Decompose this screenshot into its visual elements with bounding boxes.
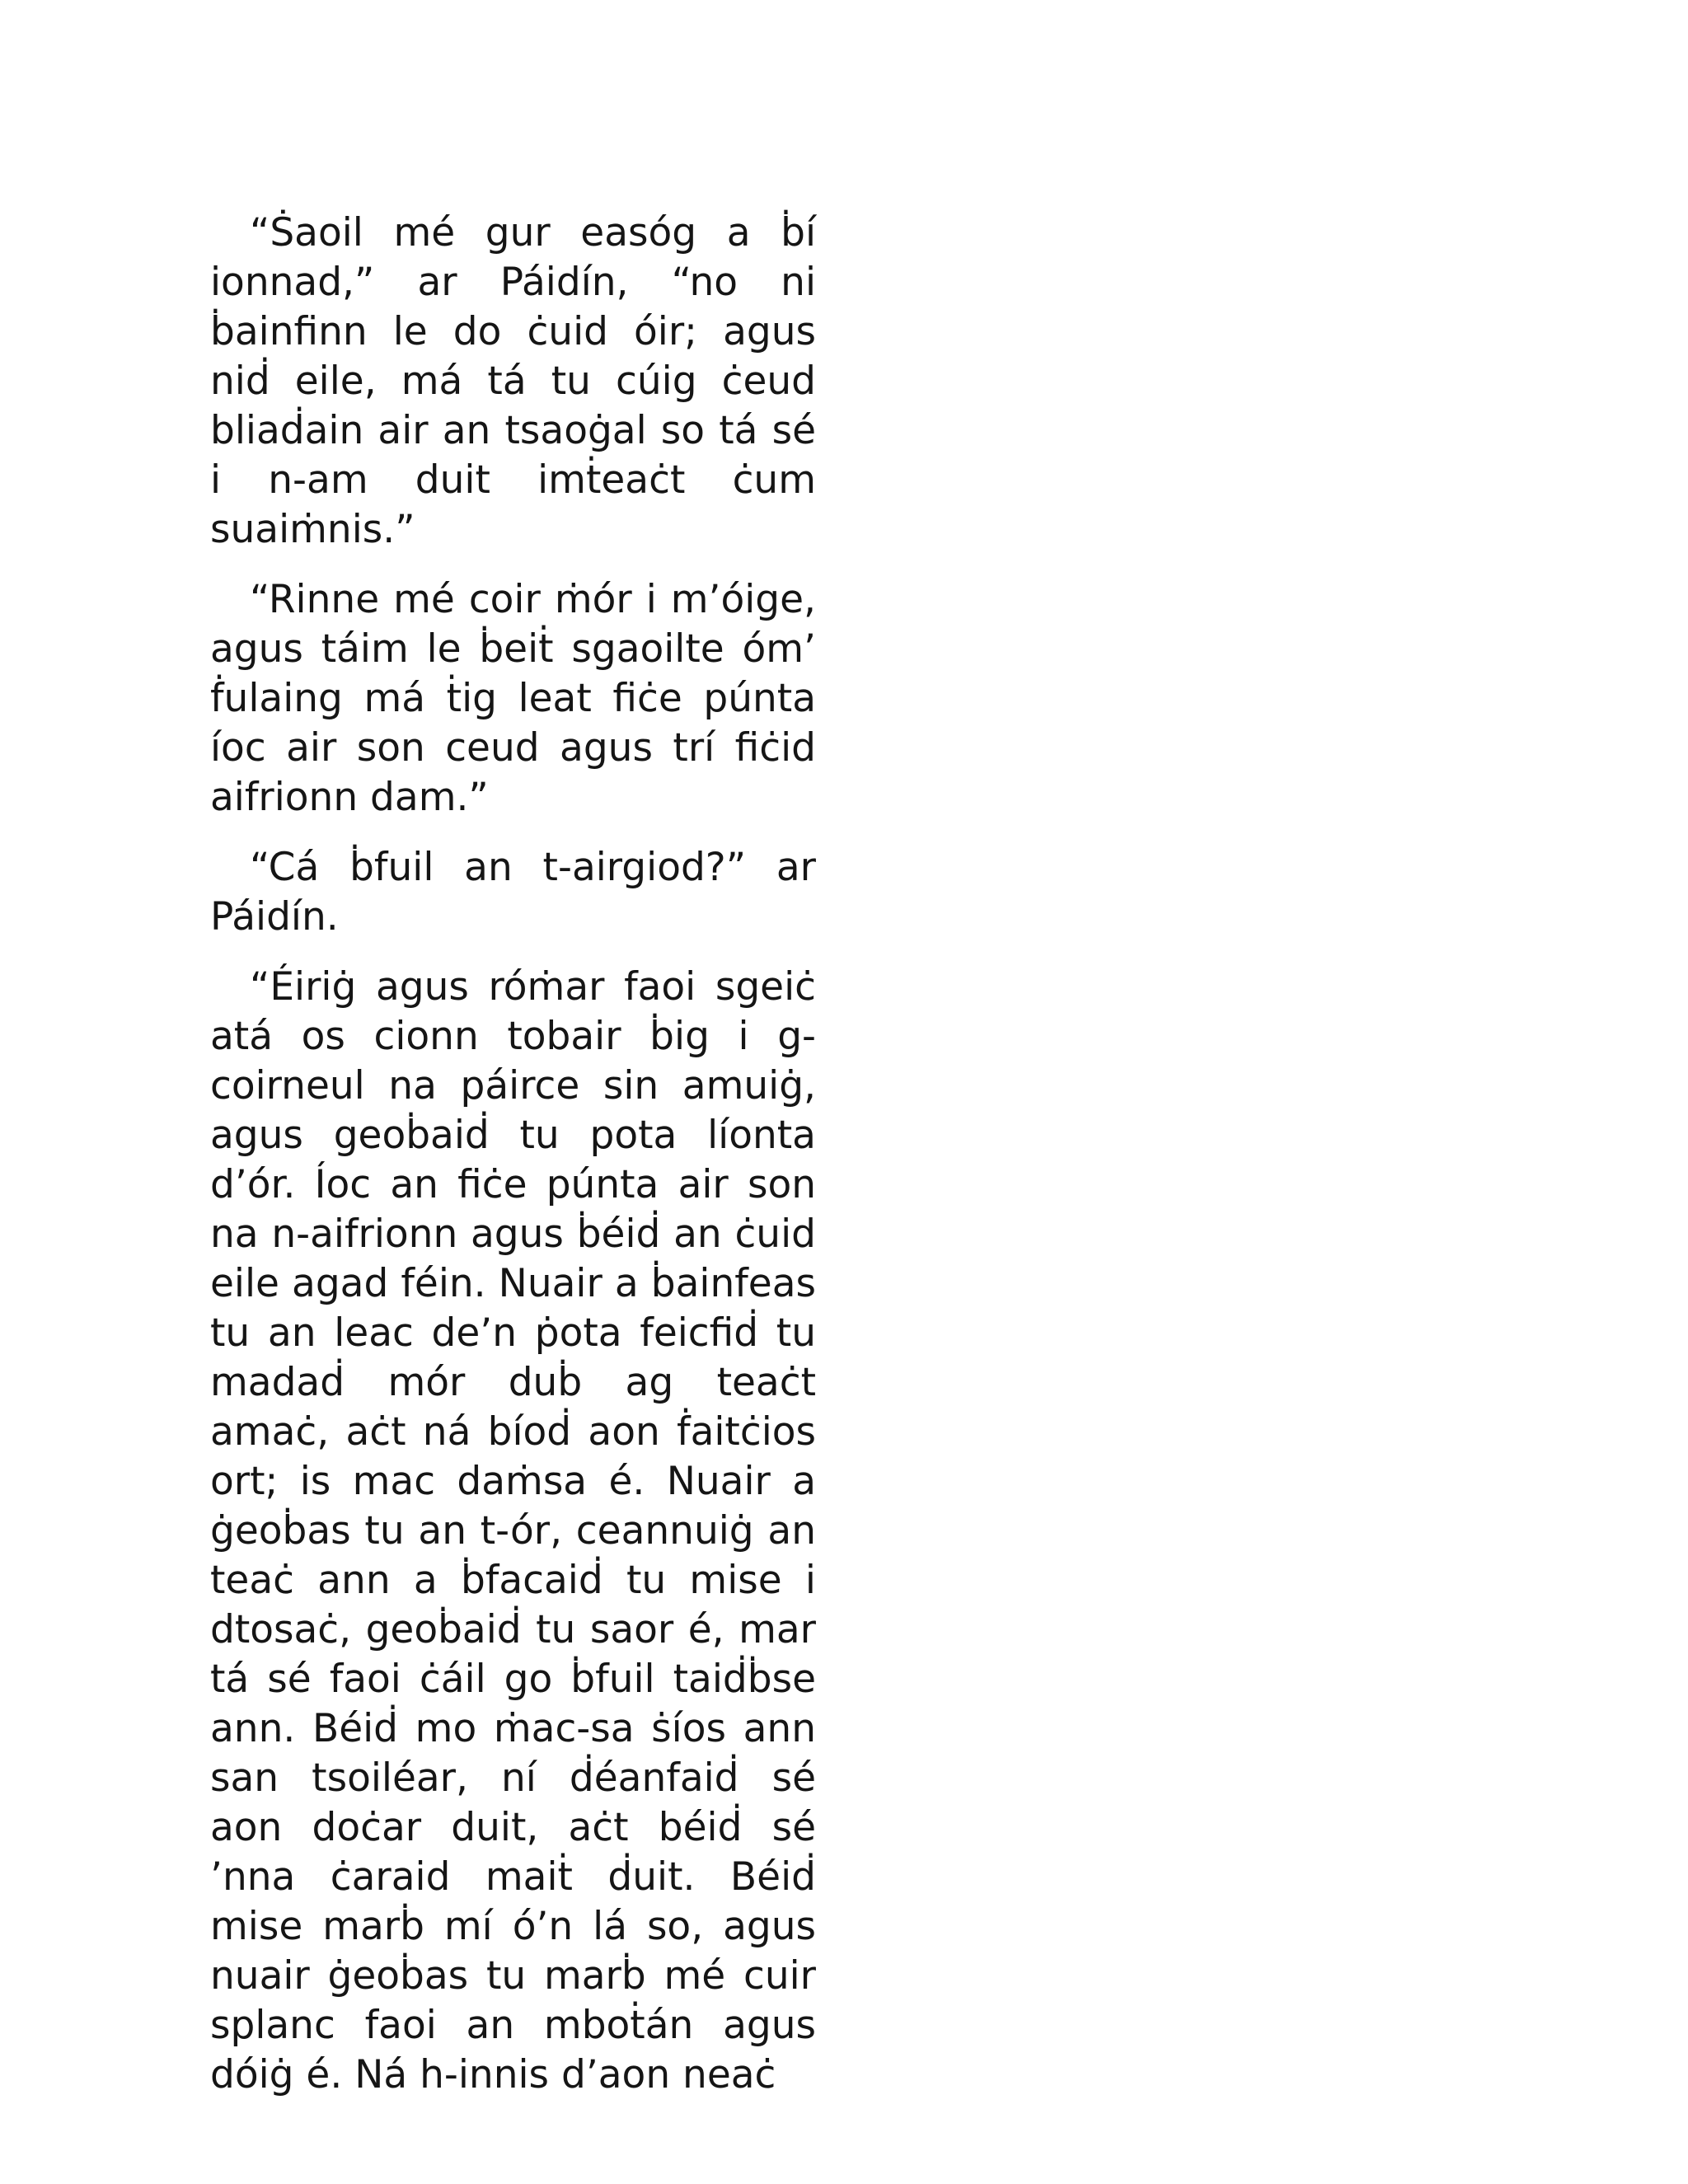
story-text-column — [210, 209, 816, 2097]
paragraph-1: “Ṡaoil mé gur easóg a ḃí ionnad,” ar Páidín, “no ni ḃainfinn le do ċuid óir; agus niḋ eile, má tá tu cúig ċeud bliaḋain air an tsaoġal so tá sé i n-am duit imṫeaċt ċum suaiṁnis.” — [210, 210, 816, 552]
paragraph-3: “Cá ḃfuil an t-airgiod?” ar Páidín. — [210, 845, 816, 940]
paragraph-2: “Rinne mé coir ṁór i m’óige, agus táim le ḃeiṫ sgaoilte óm’ ḟulaing má ṫig leat fiċe púnta íoc air son ceud agus trí fiċid aifrionn dam.” — [210, 577, 816, 820]
paragraph-4: “Éiriġ agus róṁar faoi sgeiċ atá os cionn tobair ḃig i g-coirneul na páirce sin amuiġ, agus geoḃaiḋ tu pota líonta d’ór. Íoc an fiċe púnta air son na n-aifrionn agus ḃéiḋ an ċuid eile agad féin. Nuair a ḃainfeas tu an leac de’n ṗota feicfiḋ tu madaḋ mór duḃ ag teaċt amaċ, aċt ná bíoḋ aon ḟaitċios ort; is mac daṁsa é. Nuair a ġeoḃas tu an t-ór, ceannuiġ an teaċ ann a ḃfacaiḋ tu mise i dtosaċ, geoḃaiḋ tu saor é, mar tá sé faoi ċáil go ḃfuil taiḋḃse ann. Béiḋ mo ṁac-sa ṡíos ann san tsoiléar, ní ḋéanfaiḋ sé aon doċar duit, aċt béiḋ sé ’nna ċaraid maiṫ ḋuit. Béiḋ mise marḃ mí ó’n lá so, agus nuair ġeoḃas tu marḃ mé cuir splanc faoi an mboṫán agus dóiġ é. Ná h-innis d’aon neaċ — [210, 964, 816, 2097]
